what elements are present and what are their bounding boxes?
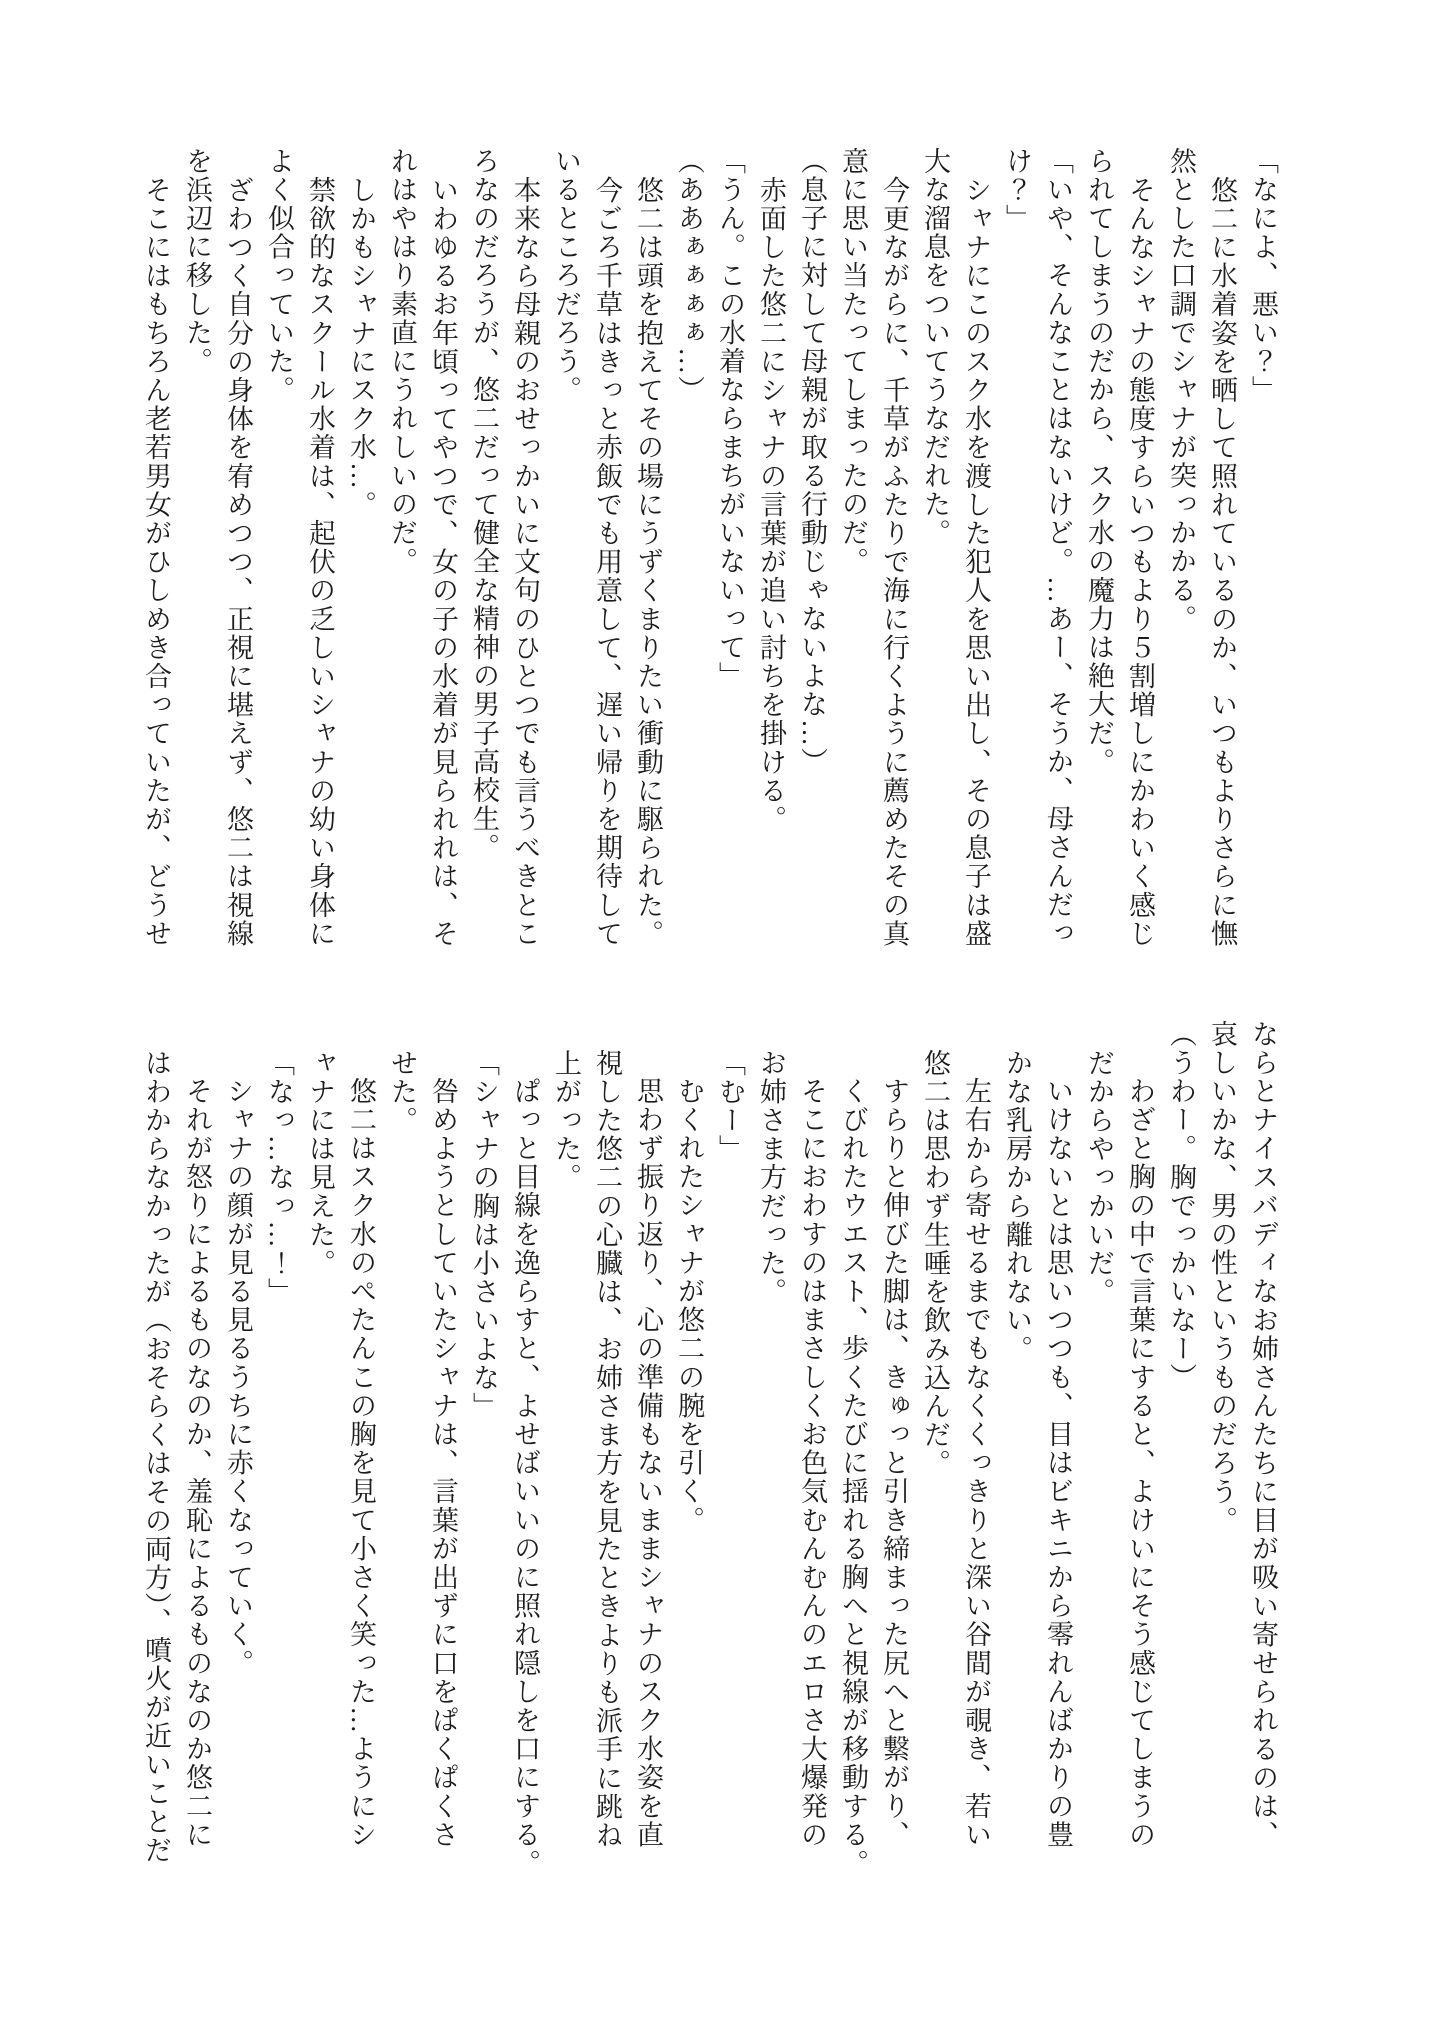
text-column: だからやっかいだ。 (1084, 1048, 1114, 1306)
text-column: シャナの顔が見る見るうちに赤くなっていく。 (223, 1077, 253, 1678)
text-column: 然とした口調でシャナが突っかかる。 (1166, 147, 1196, 634)
text-column: はわからなかったが（おそらくはその両方）、噴火が近いことだ (141, 1048, 171, 1865)
text-column: け？」 (1002, 147, 1032, 233)
text-column: （うわー。胸でっかいなー） (1166, 1020, 1196, 1392)
text-column: 「なっ…なっ…！」 (264, 1048, 294, 1306)
text-column: よく似合っていた。 (264, 147, 294, 405)
text-column: 悠二に水着姿を晒して照れているのか、いつもよりさらに憮 (1207, 175, 1237, 948)
text-column: いけないとは思いつつも、目はビキニから零れんばかりの豊 (1043, 1077, 1073, 1850)
text-column: 禁欲的なスクール水着は、起伏の乏しいシャナの幼い身体に (305, 175, 335, 948)
text-column: むくれたシャナが悠二の腕を引く。 (674, 1077, 704, 1535)
text-column: くびれたウエスト、歩くたびに揺れる胸へと視線が移動する。 (838, 1077, 868, 1878)
text-column: られてしまうのだから、スク水の魔力は絶大だ。 (1084, 147, 1114, 777)
text-column: いわゆるお年頃ってやつで、女の子の水着が見られれは、そ (428, 175, 458, 948)
text-column: いるところだろう。 (551, 147, 581, 405)
text-column: ろなのだろうが、悠二だって健全な精神の男子高校生。 (469, 147, 499, 862)
text-column: かな乳房から離れない。 (1002, 1048, 1032, 1364)
text-column: シャナにこのスク水を渡した犯人を思い出し、その息子は盛 (961, 175, 991, 948)
text-column: （息子に対して母親が取る行動じゃないよな…） (797, 147, 827, 777)
text-column: 今更ながらに、千草がふたりで海に行くように薦めたその真 (879, 175, 909, 948)
text-column: そんなシャナの態度すらいつもより５割増しにかわいく感じ (1125, 175, 1155, 948)
text-column: わざと胸の中で言葉にすると、よけいにそう感じてしまうの (1125, 1077, 1155, 1850)
text-block-top (133, 147, 1283, 959)
text-column: お姉さま方だった。 (756, 1048, 786, 1306)
text-column: 思わず振り返り、心の準備もないままシャナのスク水姿を直 (633, 1077, 663, 1850)
text-column: ならとナイスバディなお姉さんたちに目が吸い寄せられるのは、 (1248, 1020, 1278, 1850)
text-column: 「いや、そんなことはないけど。…あー、そうか、母さんだっ (1043, 147, 1073, 948)
text-column: 咎めようとしていたシャナは、言葉が出ずに口をぱくぱくさ (428, 1077, 458, 1850)
text-column: それが怒りによるものなのか、羞恥によるものなのか悠二に (182, 1077, 212, 1850)
text-column: 哀しいかな、男の性というものだろう。 (1207, 1020, 1237, 1535)
text-column: 「むー」 (715, 1048, 745, 1163)
text-column: せた。 (387, 1048, 417, 1135)
text-column: そこにはもちろん老若男女がひしめき合っていたが、どうせ (141, 175, 171, 948)
text-column: （ああぁぁぁぁ…） (674, 147, 704, 405)
text-column: 意に思い当たってしまったのだ。 (838, 147, 868, 576)
text-column: 今ごろ千草はきっと赤飯でも用意して、遅い帰りを期待して (592, 175, 622, 948)
text-column: ざわつく自分の身体を宥めつつ、正視に堪えず、悠二は視線 (223, 175, 253, 948)
text-column: 悠二は思わず生唾を飲み込んだ。 (920, 1048, 950, 1478)
text-column: 視した悠二の心臓は、お姉さま方を見たときよりも派手に跳ね (592, 1048, 622, 1850)
text-column: れはやはり素直にうれしいのだ。 (387, 147, 417, 576)
text-column: 上がった。 (551, 1048, 581, 1192)
text-block-bottom (133, 1020, 1283, 1885)
text-column: ぱっと目線を逸らすと、よせばいいのに照れ隠しを口にする。 (510, 1077, 540, 1878)
text-column: 「うん。この水着ならまちがいないって」 (715, 147, 745, 691)
text-column: 「なによ、悪い？」 (1248, 147, 1278, 405)
text-column: しかもシャナにスク水…。 (346, 175, 376, 519)
text-column: すらりと伸びた脚は、きゅっと引き締まった尻へと繋がり、 (879, 1077, 909, 1850)
text-column: 悠二は頭を抱えてその場にうずくまりたい衝動に駆られた。 (633, 175, 663, 948)
text-column: を浜辺に移した。 (182, 147, 212, 376)
text-column: ャナには見えた。 (305, 1048, 335, 1278)
text-column: そこにおわすのはまさしくお色気むんむんのエロさ大爆発の (797, 1077, 827, 1850)
text-column: 悠二はスク水のぺたんこの胸を見て小さく笑った…ようにシ (346, 1077, 376, 1850)
text-column: 左右から寄せるまでもなくくっきりと深い谷間が覗き、若い (961, 1077, 991, 1850)
text-column: 赤面した悠二にシャナの言葉が追い討ちを掛ける。 (756, 175, 786, 834)
text-column: 「シャナの胸は小さいよな」 (469, 1048, 499, 1421)
text-column: 大な溜息をついてうなだれた。 (920, 147, 950, 548)
text-column: 本来なら母親のおせっかいに文句のひとつでも言うべきとこ (510, 175, 540, 948)
